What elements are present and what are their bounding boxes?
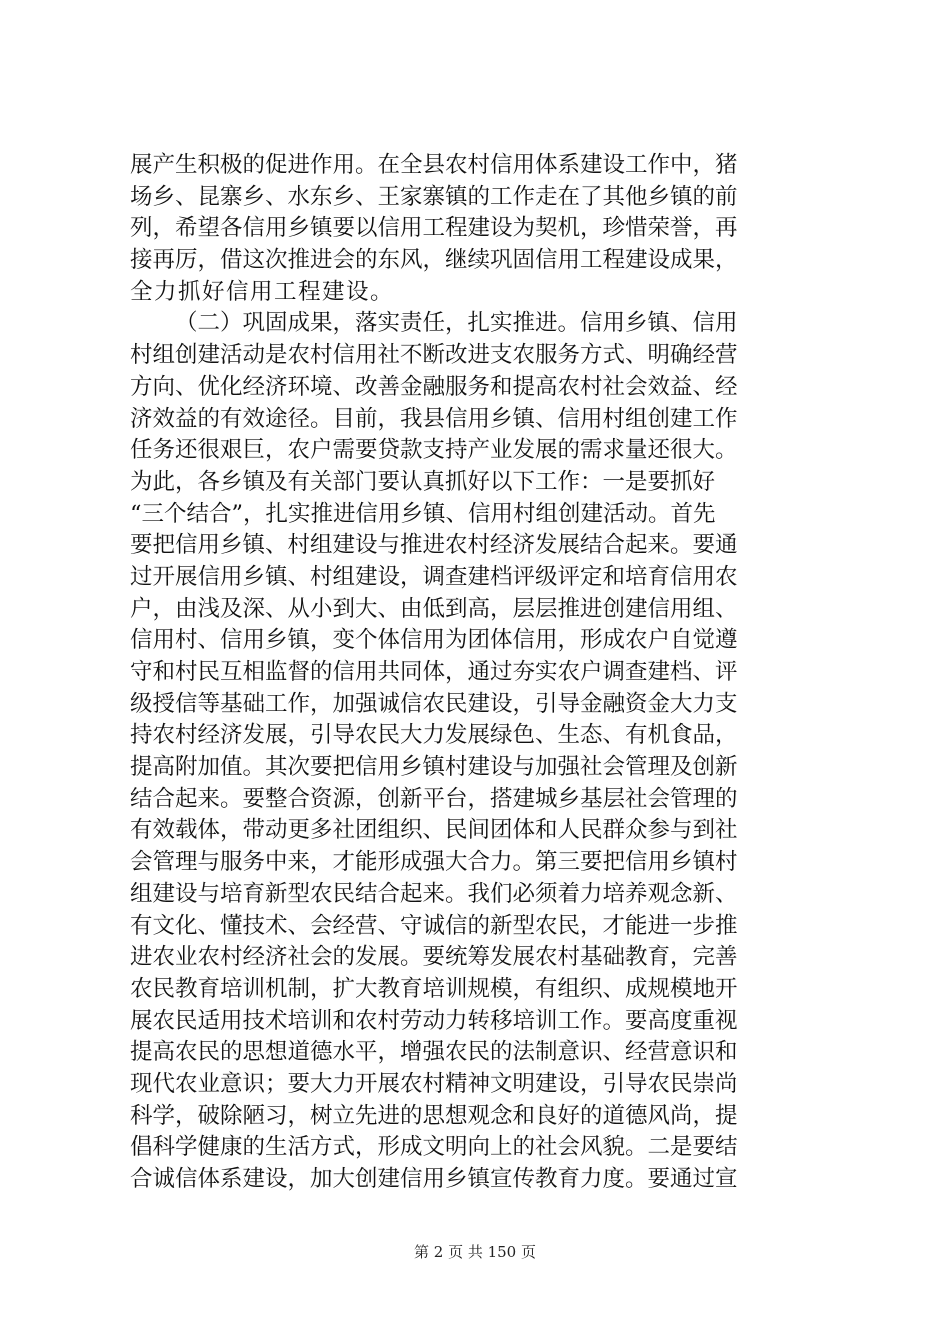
text-line: 方向、优化经济环境、改善金融服务和提高农村社会效益、经: [130, 373, 738, 400]
text-line: 农民教育培训机制，扩大教育培训规模，有组织、成规模地开: [130, 975, 738, 1002]
text-line: 村组创建活动是农村信用社不断改进支农服务方式、明确经营: [130, 342, 738, 369]
text-line: 列，希望各信用乡镇要以信用工程建设为契机，珍惜荣誉，再: [130, 215, 738, 242]
text-line: 全力抓好信用工程建设。: [130, 278, 395, 305]
text-line: 科学，破除陋习，树立先进的思想观念和良好的道德风尚，提: [130, 1102, 738, 1129]
page-footer: 第 2 页 共 150 页: [413, 1243, 536, 1261]
text-line: 要把信用乡镇、村组建设与推进农村经济发展结合起来。要通: [130, 532, 738, 559]
text-line: 有效载体，带动更多社团组织、民间团体和人民群众参与到社: [130, 817, 738, 844]
text-line: 守和村民互相监督的信用共同体，通过夯实农户调查建档、评: [130, 659, 738, 685]
text-line: 组建设与培育新型农民结合起来。我们必须着力培养观念新、: [130, 880, 738, 907]
text-line: “三个结合”，扎实推进信用乡镇、信用村组创建活动。首先: [130, 500, 716, 527]
text-line: 提高附加值。其次要把信用乡镇村建设与加强社会管理及创新: [130, 754, 738, 781]
body-text: [130, 150, 830, 1196]
text-line: 展产生积极的促进作用。在全县农村信用体系建设工作中，猪: [130, 152, 738, 178]
text-line: （二）巩固成果，落实责任，扎实推进。信用乡镇、信用: [175, 310, 738, 337]
text-line: 场乡、昆寨乡、水东乡、王家寨镇的工作走在了其他乡镇的前: [130, 183, 738, 210]
text-line: 结合起来。要整合资源，创新平台，搭建城乡基层社会管理的: [130, 785, 738, 812]
text-line: 倡科学健康的生活方式，形成文明向上的社会风貌。二是要结: [130, 1134, 738, 1161]
text-line: 过开展信用乡镇、村组建设，调查建档评级评定和培育信用农: [130, 563, 738, 590]
text-line: 会管理与服务中来，才能形成强大合力。第三要把信用乡镇村: [130, 849, 738, 876]
text-line: 接再厉，借这次推进会的东风，继续巩固信用工程建设成果，: [130, 247, 738, 274]
text-line: 任务还很艰巨，农户需要贷款支持产业发展的需求量还很大。: [130, 437, 738, 464]
text-line: 信用村、信用乡镇，变个体信用为团体信用，形成农户自觉遵: [130, 627, 738, 654]
text-line: 展农民适用技术培训和农村劳动力转移培训工作。要高度重视: [130, 1007, 738, 1034]
text-line: 持农村经济发展，引导农民大力发展绿色、生态、有机食品，: [130, 722, 738, 749]
text-line: 合诚信体系建设，加大创建信用乡镇宣传教育力度。要通过宣: [130, 1166, 738, 1192]
text-line: 进农业农村经济社会的发展。要统筹发展农村基础教育，完善: [130, 944, 738, 971]
text-line: 济效益的有效途径。目前，我县信用乡镇、信用村组创建工作: [130, 405, 738, 432]
text-line: 级授信等基础工作，加强诚信农民建设，引导金融资金大力支: [130, 690, 738, 717]
text-line: 现代农业意识；要大力开展农村精神文明建设，引导农民崇尚: [130, 1070, 738, 1097]
text-line: 为此，各乡镇及有关部门要认真抓好以下工作：一是要抓好: [130, 468, 716, 495]
text-line: 提高农民的思想道德水平，增强农民的法制意识、经营意识和: [130, 1039, 738, 1066]
text-line: 有文化、懂技术、会经营、守诚信的新型农民，才能进一步推: [130, 912, 738, 939]
text-line: 户，由浅及深、从小到大、由低到高，层层推进创建信用组、: [130, 595, 738, 622]
